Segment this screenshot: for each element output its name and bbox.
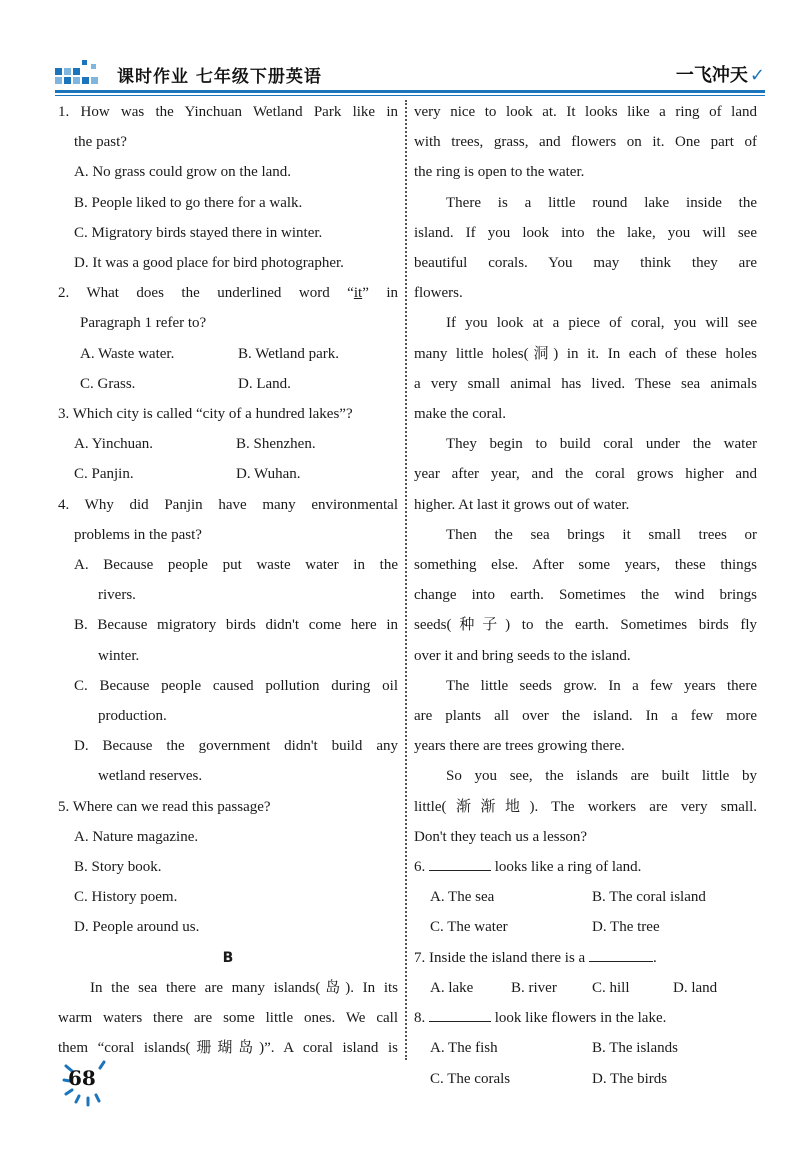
q7-options xyxy=(414,973,757,1003)
q2-options-cd xyxy=(58,369,398,399)
q4-option-a-line1: A. Because people put waste water in the xyxy=(74,557,398,574)
q2-stem-pre: 2. What does the underlined word “ xyxy=(58,285,354,302)
q8-options-ab xyxy=(414,1033,757,1063)
column-divider xyxy=(405,100,407,1060)
q5-option-d: D. People around us. xyxy=(74,919,200,936)
passage-b-line3: them “coral islands(珊瑚岛)”. A coral island is xyxy=(58,1040,398,1057)
header-title: 课时作业 七年级下册英语 xyxy=(117,67,322,87)
q6-stem xyxy=(414,852,757,882)
right-column xyxy=(414,97,757,1094)
p7-line1: So you see, the islands are built little by xyxy=(446,768,757,785)
p2-line1: There is a little round lake inside the xyxy=(446,194,757,211)
p5-line5: over it and bring seeds to the island. xyxy=(414,647,631,664)
p6-line3: years there are trees growing there. xyxy=(414,738,625,755)
q6-option-b: B. The coral island xyxy=(592,889,706,906)
q6-tail: looks like a ring of land. xyxy=(494,859,642,876)
q2-option-c: C. Grass. xyxy=(80,375,136,392)
passage-b-line2: warm waters there are some little ones. We call xyxy=(58,1010,398,1027)
p5-line4: seeds(种子) to the earth. Sometimes birds fly xyxy=(414,617,757,634)
q6-options-cd xyxy=(414,912,757,942)
q2-stem-line1 xyxy=(58,278,398,308)
q8-number: 8. xyxy=(414,1010,426,1027)
left-column xyxy=(58,97,398,1064)
grid-squares-icon xyxy=(55,60,111,90)
q3-option-a: A. Yinchuan. xyxy=(74,436,154,453)
q7-blank xyxy=(589,943,653,962)
q1-option-d: D. It was a good place for bird photographer. xyxy=(74,255,344,272)
q1-stem-line2: the past? xyxy=(74,134,127,151)
q8-tail: look like flowers in the lake. xyxy=(494,1010,667,1027)
p1-line1: very nice to look at. It looks like a ring of land xyxy=(414,104,757,120)
q2-option-b: B. Wetland park. xyxy=(238,345,339,362)
q7-stem-text: 7. Inside the island there is a xyxy=(414,949,586,966)
p1-line3: the ring is open to the water. xyxy=(414,164,585,181)
header-rule xyxy=(55,90,765,93)
p2-line4: flowers. xyxy=(414,285,463,302)
q4-option-b-line2: winter. xyxy=(98,647,140,664)
p4-line1: They begin to build coral under the water xyxy=(446,436,757,453)
q5-option-a: A. Nature magazine. xyxy=(74,828,199,845)
q5-stem: 5. Where can we read this passage? xyxy=(58,798,271,815)
q6-number: 6. xyxy=(414,859,426,876)
p3-line1: If you look at a piece of coral, you will see xyxy=(446,315,757,332)
q4-option-d-line2: wetland reserves. xyxy=(98,768,203,785)
q4-option-d-line1: D. Because the government didn't build any xyxy=(74,738,398,755)
q4-option-c-line1: C. Because people caused pollution during oil xyxy=(74,677,398,694)
page-number-badge xyxy=(62,1058,112,1108)
p3-line2: many little holes(洞) in it. In each of these holes xyxy=(414,345,757,362)
p6-line2: are plants all over the island. In a few more xyxy=(414,708,757,725)
q3-options-ab xyxy=(58,429,398,459)
header-brand xyxy=(676,61,765,87)
q7-option-d: D. land xyxy=(673,979,718,996)
q4-stem-line1: 4. Why did Panjin have many environmental xyxy=(58,496,398,513)
p5-line1: Then the sea brings it small trees or xyxy=(446,526,757,543)
q8-blank xyxy=(429,1003,491,1022)
q2-stem-post: ” in xyxy=(362,285,398,302)
q8-option-a: A. The fish xyxy=(430,1040,498,1057)
page-number: 68 xyxy=(68,1066,96,1090)
q1-option-b: B. People liked to go there for a walk. xyxy=(74,194,303,211)
q5-option-c: C. History poem. xyxy=(74,889,178,906)
q6-options-ab xyxy=(414,882,757,912)
p5-line2: something else. After some years, these things xyxy=(414,557,757,574)
q1-stem-line1: 1. How was the Yinchuan Wetland Park like in xyxy=(58,104,398,120)
q7-option-c: C. hill xyxy=(592,979,630,996)
q3-options-cd xyxy=(58,459,398,489)
q2-stem-line2: Paragraph 1 refer to? xyxy=(80,315,207,332)
section-b-heading: B xyxy=(222,949,234,966)
q8-stem xyxy=(414,1003,757,1033)
p1-line2: with trees, grass, and flowers on it. One part of xyxy=(414,134,757,151)
q4-option-b-line1: B. Because migratory birds didn't come here in xyxy=(74,617,398,634)
q4-option-a-line2: rivers. xyxy=(98,587,136,604)
q2-option-d: D. Land. xyxy=(238,375,291,392)
q3-option-d: D. Wuhan. xyxy=(236,466,301,483)
p6-line1: The little seeds grow. In a few years there xyxy=(446,677,757,694)
passage-b-line1: In the sea there are many islands(岛). In its xyxy=(90,979,398,996)
q7-option-a: A. lake xyxy=(430,979,474,996)
q8-option-d: D. The birds xyxy=(592,1070,668,1087)
q6-option-c: C. The water xyxy=(430,919,508,936)
q8-option-c: C. The corals xyxy=(430,1070,511,1087)
page-header xyxy=(55,58,765,94)
p7-line2: little(渐渐地). The workers are very small. xyxy=(414,798,757,815)
q1-option-c: C. Migratory birds stayed there in winter. xyxy=(74,224,323,241)
q7-option-b: B. river xyxy=(511,979,557,996)
q3-stem: 3. Which city is called “city of a hundred lakes”? xyxy=(58,406,353,423)
p3-line3: a very small animal has lived. These sea animals xyxy=(414,375,757,392)
q2-underlined-word: it xyxy=(353,285,363,302)
q6-option-a: A. The sea xyxy=(430,889,495,906)
q7-stem xyxy=(414,943,757,973)
header-rule-thin xyxy=(55,95,765,96)
q6-option-d: D. The tree xyxy=(592,919,660,936)
q4-stem-line2: problems in the past? xyxy=(74,526,202,543)
q1-option-a: A. No grass could grow on the land. xyxy=(74,164,292,181)
p7-line3: Don't they teach us a lesson? xyxy=(414,828,588,845)
p4-line3: higher. At last it grows out of water. xyxy=(414,496,630,513)
q3-option-c: C. Panjin. xyxy=(74,466,134,483)
brand-check-icon: ✓ xyxy=(749,65,765,86)
q8-options-cd xyxy=(414,1064,757,1094)
q6-blank xyxy=(429,852,491,871)
q5-option-b: B. Story book. xyxy=(74,859,162,876)
p5-line3: change into earth. Sometimes the wind brings xyxy=(414,587,757,604)
q7-stem-end: . xyxy=(652,949,657,966)
p2-line3: beautiful corals. You may think they are xyxy=(414,255,757,272)
q2-option-a: A. Waste water. xyxy=(80,345,175,362)
p4-line2: year after year, and the coral grows higher and xyxy=(414,466,757,483)
q2-options-ab xyxy=(58,339,398,369)
q3-option-b: B. Shenzhen. xyxy=(236,436,316,453)
brand-text: 一飞冲天 xyxy=(675,65,748,86)
q4-option-c-line2: production. xyxy=(98,708,167,725)
q8-option-b: B. The islands xyxy=(592,1040,678,1057)
p2-line2: island. If you look into the lake, you will see xyxy=(414,224,757,241)
p3-line4: make the coral. xyxy=(414,406,507,423)
